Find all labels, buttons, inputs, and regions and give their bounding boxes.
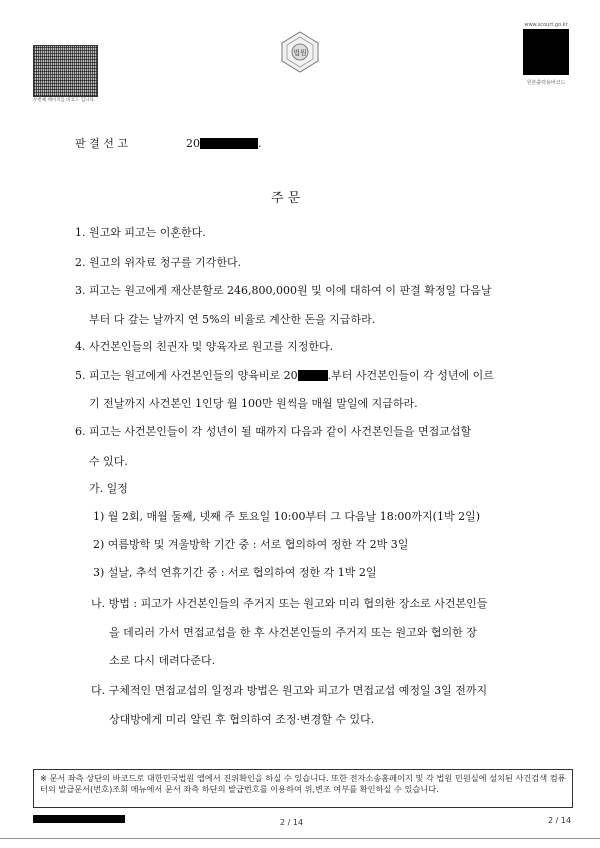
sub-item-na-cont-1: 을 데리러 가서 면접교섭을 한 후 사건본인들의 주거지 또는 원고와 협의한 장	[109, 626, 477, 639]
order-item-5-cont: 기 전날까지 사건본인 1인당 월 100만 원씩을 매월 말일에 지급하라.	[89, 397, 418, 410]
schedule-item-3: 3) 설날, 추석 연휴기간 중 : 서로 협의하여 정한 각 1박 2일	[93, 566, 377, 579]
footer-divider	[0, 838, 600, 839]
order-item-5-post: .부터 사건본인들이 각 성년에 이르	[327, 369, 494, 382]
seal-text: 법원	[293, 49, 307, 57]
redacted-date	[298, 370, 328, 381]
barcode-label: 원본출력용바코드	[526, 80, 566, 86]
redacted-date	[200, 138, 258, 149]
verdict-line	[75, 137, 128, 151]
verdict-date	[186, 137, 262, 151]
page-number: 2 / 14	[280, 818, 304, 827]
section-title: 주 문	[271, 191, 301, 206]
schedule-item-2: 2) 여름방학 및 겨울방학 기간 중 : 서로 협의하여 정한 각 2박 3일	[93, 538, 409, 551]
original-print-barcode	[523, 29, 569, 75]
verdict-date-prefix: 20	[186, 137, 200, 150]
order-item-1: 1. 원고와 피고는 이혼한다.	[75, 226, 206, 239]
order-item-5-pre: 5. 피고는 원고에게 사건본인들의 양육비로 20	[75, 369, 298, 382]
schedule-item-1: 1) 월 2회, 매월 둘째, 넷째 주 토요일 10:00부터 그 다음날 18:00까지(1박 2일)	[93, 510, 480, 523]
verification-notice: ※ 문서 좌측 상단의 바코드로 대한민국법원 앱에서 진위확인을 하실 수 있습니다. 또한 전자소송홈페이지 및 각 법원 민원실에 설치된 사건검색 컴퓨터의 발급문서(번호)조회 메뉴에서 문서 좌측 하단의 발급번호를 이용하여 위,변조 여부를 확인하실 수 있습니다.	[33, 769, 573, 808]
order-item-2: 2. 원고의 위자료 청구를 기각한다.	[75, 256, 242, 269]
redacted-issue-number	[33, 815, 125, 823]
order-item-5	[75, 369, 494, 383]
verdict-date-suffix: .	[258, 137, 262, 150]
court-seal-icon	[278, 30, 322, 74]
site-url: www.scourt.go.kr	[524, 22, 568, 28]
verdict-label: 판 결 선 고	[75, 137, 128, 150]
order-item-3: 3. 피고는 원고에게 재산분할로 246,800,000원 및 이에 대하여 이 판결 확정일 다음날	[75, 284, 492, 297]
barcode-caption: 두번째 페이지를 바코드 입니다.	[33, 98, 96, 103]
page-number-right: 2 / 14	[548, 816, 572, 825]
order-item-6: 6. 피고는 사건본인들이 각 성년이 될 때까지 다음과 같이 사건본인들을 면접교섭할	[75, 425, 472, 438]
order-item-6-cont: 수 있다.	[89, 455, 128, 468]
sub-item-da-cont: 상대방에게 미리 알린 후 협의하여 조정·변경할 수 있다.	[109, 713, 375, 726]
sub-item-da: 다. 구체적인 면접교섭의 일정과 방법은 원고와 피고가 면접교섭 예정일 3일 전까지	[91, 684, 488, 697]
order-item-4: 4. 사건본인들의 친권자 및 양육자로 원고를 지정한다.	[75, 340, 334, 353]
sub-item-na-cont-2: 소로 다시 데려다준다.	[109, 654, 216, 667]
sub-item-ga: 가. 일정	[89, 482, 128, 495]
verification-barcode	[33, 45, 98, 97]
sub-item-na: 나. 방법 : 피고가 사건본인들의 주거지 또는 원고와 미리 협의한 장소로 사건본인들	[91, 597, 488, 610]
order-item-3-cont: 부터 다 갚는 날까지 연 5%의 비율로 계산한 돈을 지급하라.	[89, 313, 376, 326]
